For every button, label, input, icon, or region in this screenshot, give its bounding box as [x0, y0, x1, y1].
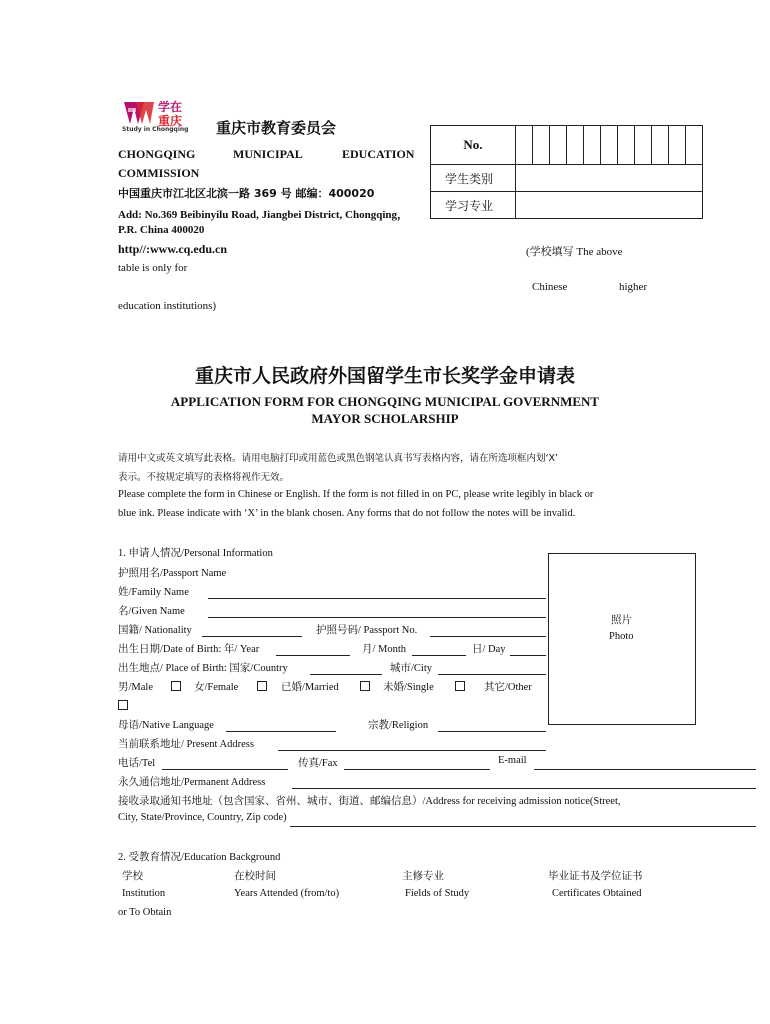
no-digit-cell[interactable] [601, 126, 618, 165]
major-field[interactable] [516, 192, 703, 219]
dob-label: 出生日期/Date of Birth: 年/ Year [118, 644, 260, 655]
pob-label: 出生地点/ Place of Birth: 国家/Country [118, 663, 288, 674]
commission-en-1: CHONGQING [118, 147, 196, 161]
native-language-field[interactable] [226, 731, 336, 732]
address-cn: 中国重庆市江北区北滨一路 369 号 邮编：400020 [118, 187, 375, 200]
nationality-field[interactable] [202, 636, 302, 637]
no-digit-cell[interactable] [635, 126, 652, 165]
permanent-address-label: 永久通信地址/Permanent Address [118, 777, 266, 788]
no-digit-cell[interactable] [669, 126, 686, 165]
no-digit-cell[interactable] [550, 126, 567, 165]
male-label: 男/Male [118, 682, 153, 693]
col-certificates-en-2: or To Obtain [118, 907, 172, 918]
day-label: 日/ Day [472, 644, 506, 655]
dob-year-field[interactable] [276, 655, 350, 656]
given-name-field[interactable] [208, 617, 546, 618]
photo-label-en: Photo [609, 631, 634, 642]
commission-name-cn: 重庆市教育委员会 [216, 119, 337, 137]
permanent-address-field[interactable] [292, 788, 756, 789]
month-label: 月/ Month [362, 644, 407, 655]
religion-label: 宗教/Religion [368, 720, 429, 731]
table-note-3: Chinese [532, 281, 568, 293]
website-link[interactable]: http//:www.cq.edu.cn [118, 242, 228, 256]
address-en-2: P.R. China 400020 [118, 224, 205, 236]
no-digit-cell[interactable] [686, 126, 703, 165]
fax-field[interactable] [344, 769, 490, 770]
female-label: 女/Female [194, 682, 239, 693]
email-field[interactable] [534, 769, 756, 770]
no-digit-cell[interactable] [533, 126, 550, 165]
no-digit-cell[interactable] [567, 126, 584, 165]
col-years-en: Years Attended (from/to) [234, 888, 340, 899]
col-institution-en: Institution [122, 888, 166, 899]
family-name-field[interactable] [208, 598, 546, 599]
present-address-label: 当前联系地址/ Present Address [118, 739, 254, 750]
logo-text-mid: 重庆 [158, 114, 183, 128]
table-note-4: higher [619, 281, 648, 293]
fax-label: 传真/Fax [298, 758, 338, 769]
passport-name-label: 护照用名/Passport Name [118, 568, 227, 579]
table-note-2: table is only for [118, 262, 188, 274]
instructions-cn-2: 表示。不按规定填写的表格将视作无效。 [118, 472, 290, 483]
table-note-5: education institutions) [118, 300, 217, 312]
major-label: 学习专业 [431, 192, 516, 219]
admission-address-label-1: 接收录取通知书地址（包含国家、省州、城市、街道、邮编信息）/Address for receiving admission notice(Street, [118, 796, 621, 807]
school-use-table [430, 125, 703, 219]
admission-address-field[interactable] [290, 826, 756, 827]
other-label: 其它/Other [484, 682, 532, 693]
logo-text-bottom: Study in Chongqing [122, 126, 189, 133]
photo-label-cn: 照片 [611, 615, 632, 626]
dob-month-field[interactable] [412, 655, 466, 656]
pob-city-field[interactable] [438, 674, 546, 675]
student-category-label: 学生类别 [431, 165, 516, 192]
other-checkbox[interactable] [118, 700, 128, 710]
no-digit-cell[interactable] [516, 126, 533, 165]
col-institution-cn: 学校 [122, 871, 143, 882]
instructions-en-1: Please complete the form in Chinese or English. If the form is not filled in on PC, please write legibly in black or [118, 489, 594, 500]
single-label: 未婚/Single [383, 682, 434, 693]
city-label: 城市/City [390, 663, 433, 674]
passport-no-label: 护照号码/ Passport No. [316, 625, 418, 636]
commission-en-3: EDUCATION [342, 147, 415, 161]
admission-address-label-2: City, State/Province, Country, Zip code) [118, 812, 287, 823]
col-fields-en: Fields of Study [405, 888, 470, 899]
present-address-field[interactable] [278, 750, 546, 751]
single-checkbox[interactable] [455, 681, 465, 691]
instructions-cn-1: 请用中文或英文填写此表格。请用电脑打印或用蓝色或黑色钢笔认真书写表格内容，请在所选项框内划‘X’ [118, 453, 559, 464]
col-certificates-cn: 毕业证书及学位证书 [548, 871, 643, 882]
family-name-label: 姓/Family Name [118, 587, 189, 598]
instructions-en-2: blue ink. Please indicate with ‘X’ in the blank chosen. Any forms that do not follow the notes will be invalid. [118, 508, 576, 519]
no-label: No. [431, 126, 516, 165]
religion-field[interactable] [438, 731, 546, 732]
form-title-en-1: APPLICATION FORM FOR CHONGQING MUNICIPAL GOVERNMENT [170, 394, 600, 409]
table-note-1: (学校填写 The above [526, 246, 623, 258]
form-title-cn: 重庆市人民政府外国留学生市长奖学金申请表 [194, 365, 575, 387]
no-digit-cell[interactable] [584, 126, 601, 165]
col-fields-cn: 主修专业 [402, 871, 444, 882]
married-checkbox[interactable] [360, 681, 370, 691]
commission-en-4: COMMISSION [118, 166, 200, 180]
female-checkbox[interactable] [257, 681, 267, 691]
address-en: Add: No.369 Beibinyilu Road, Jiangbei District, Chongqing， [118, 209, 409, 221]
no-digit-cell[interactable] [618, 126, 635, 165]
native-language-label: 母语/Native Language [118, 720, 214, 731]
married-label: 已婚/Married [281, 682, 339, 693]
logo-text-top: 学在 [158, 100, 183, 114]
section-personal-title: 1. 申请人情况/Personal Information [118, 548, 273, 559]
section-education-title: 2. 受教育情况/Education Background [118, 852, 281, 863]
pob-country-field[interactable] [310, 674, 382, 675]
given-name-label: 名/Given Name [118, 606, 185, 617]
commission-en-2: MUNICIPAL [233, 147, 303, 161]
form-title-en-2: MAYOR SCHOLARSHIP [311, 411, 459, 426]
tel-field[interactable] [162, 769, 288, 770]
email-label: E-mail [498, 755, 527, 766]
dob-day-field[interactable] [510, 655, 546, 656]
tel-label: 电话/Tel [118, 758, 156, 769]
col-certificates-en: Certificates Obtained [552, 888, 642, 899]
no-digit-cell[interactable] [652, 126, 669, 165]
col-years-cn: 在校时间 [234, 871, 276, 882]
nationality-label: 国籍/ Nationality [118, 625, 192, 636]
student-category-field[interactable] [516, 165, 703, 192]
passport-no-field[interactable] [430, 636, 546, 637]
male-checkbox[interactable] [171, 681, 181, 691]
